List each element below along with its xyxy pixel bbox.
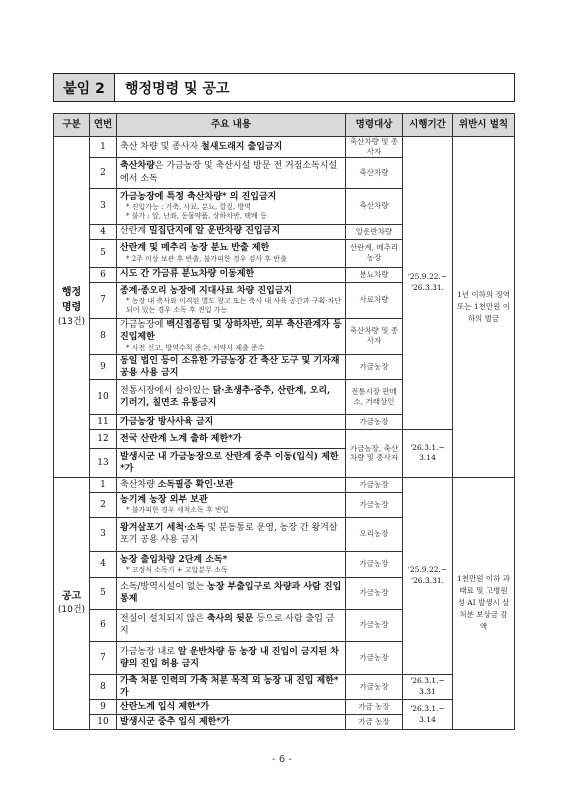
content-text <box>120 613 342 637</box>
penalty-cell: 1년 이하의 징역 또는 1천만원 이하의 벌금 <box>453 137 515 478</box>
content-text <box>120 646 342 670</box>
content-cell <box>117 577 346 609</box>
period-cell: '26.3.1.~ 3.14 <box>403 429 453 477</box>
target-cell: 가금농장 <box>346 674 403 699</box>
content-note: * 불가피한 경우 세척소독 후 반입 <box>126 506 229 515</box>
content-pre: 전실이 설치되지 않은 <box>120 614 207 625</box>
content-cell <box>117 239 346 267</box>
penalty-cell: 1천만원 이하 과태료 및 고병원성 AI 발생시 살처분 보상금 감액 <box>453 477 515 729</box>
content-cell <box>117 354 346 379</box>
target-cell: 가금농장 <box>346 354 403 379</box>
row-number: 5 <box>90 577 117 609</box>
content-bold: 축산차량 <box>120 161 155 172</box>
row-number: 2 <box>90 492 117 517</box>
row-number: 10 <box>90 715 117 730</box>
content-text <box>120 479 342 491</box>
category-count: (13건) <box>57 316 86 327</box>
content-text <box>120 416 342 428</box>
target-cell: 가금농장 <box>346 492 403 517</box>
content-bold: 산란노계 입식 제한*가 <box>120 701 210 712</box>
content-cell <box>117 700 346 715</box>
period-cell: '25.9.22.~ '26.3.31. <box>403 137 453 430</box>
content-pre: 소독/방역시설이 없는 <box>120 582 208 593</box>
content-cell <box>117 715 346 730</box>
target-cell: 가금농장 <box>346 609 403 641</box>
content-text <box>120 581 342 605</box>
content-note: * 사전 신고, 방역수칙 준수, 서약서 제출 준수 <box>126 343 265 352</box>
content-cell <box>117 188 346 224</box>
content-bold: 철새도래지 출입금지 <box>201 141 283 152</box>
category-notice <box>54 477 90 729</box>
target-cell: 가금농장 <box>346 414 403 429</box>
content-bold: 알 운반차량 등 농장 내 진입이 금지된 차량의 진입 허용 금지 <box>120 646 339 669</box>
content-pre: 축산 차량 및 종사자 <box>120 141 201 152</box>
target-cell: 축산차량 및 종사자 <box>346 318 403 354</box>
content-pre: 가금농장에 <box>120 320 167 331</box>
content-text <box>120 141 342 153</box>
content-cell <box>117 318 346 354</box>
row-number: 3 <box>90 517 117 551</box>
target-cell: 알운반차량 <box>346 224 403 239</box>
target-cell: 축산차량 <box>346 188 403 224</box>
category-count: (10건) <box>57 605 86 616</box>
row-number: 7 <box>90 282 117 318</box>
content-cell <box>117 492 346 517</box>
title-box <box>53 73 515 102</box>
target-cell: 산란계, 메추리 농장 <box>346 239 403 267</box>
target-cell: 가금 농장 <box>346 700 403 715</box>
content-post: 은 가금농장 및 축산시설 방문 전 거점소독시설에서 소독 <box>120 161 338 184</box>
header-category: 구분 <box>54 114 90 137</box>
content-cell <box>117 674 346 699</box>
content-note: * 불가 : 알, 난좌, 동물약품, 상하차반, 택배 등 <box>126 212 267 221</box>
row-number: 3 <box>90 188 117 224</box>
content-cell <box>117 157 346 188</box>
target-cell: 가금농장 <box>346 551 403 577</box>
content-bold: 동일 법인 등이 소유한 가금농장 간 축산 도구 및 기자재 공용 사용 금지 <box>120 355 340 378</box>
row-number: 6 <box>90 609 117 641</box>
content-cell <box>117 267 346 282</box>
category-label: 공고 <box>61 590 82 602</box>
target-cell: 가금농장 <box>346 577 403 609</box>
content-text <box>120 285 342 297</box>
content-pre: 축산차량 <box>120 479 158 490</box>
content-post: 등으로 사람 출입 금지 <box>120 614 335 637</box>
header-target: 명령대상 <box>346 114 403 137</box>
content-bold: 시도 간 가금류 분뇨차량 이동제한 <box>120 269 255 280</box>
content-text <box>120 355 342 379</box>
content-text <box>120 385 342 409</box>
content-text <box>120 554 342 566</box>
content-bold: 왕겨살포기 세척·소독 <box>120 523 205 534</box>
content-text <box>120 191 342 203</box>
content-cell <box>117 517 346 551</box>
row-number: 8 <box>90 318 117 354</box>
content-bold: 가금농장 방사사육 금지 <box>120 416 214 427</box>
content-text <box>120 160 342 184</box>
content-note: * 고정식 소독기 + 고압분무 소독 <box>126 565 228 574</box>
period-cell: '25.9.22.~ '26.3.31. <box>403 477 453 674</box>
content-text <box>120 433 342 445</box>
content-text <box>120 268 342 280</box>
content-cell <box>117 641 346 674</box>
row-number: 4 <box>90 224 117 239</box>
content-bold: 전국 산란계 노계 출하 제한*가 <box>120 433 242 444</box>
header-number: 연번 <box>90 114 117 137</box>
content-bold: 소독필증 확인·보관 <box>157 479 234 490</box>
target-cell: 가금농장 <box>346 641 403 674</box>
target-cell: 오리농장 <box>346 517 403 551</box>
content-bold: 발생시군 내 가금농장으로 산란계 중추 이동(입식) 제한*가 <box>120 451 339 474</box>
content-bold: 산란계 및 메추리 농장 분뇨 반출 제한 <box>120 243 270 254</box>
row-number: 13 <box>90 448 117 477</box>
target-cell: 분뇨차량 <box>346 267 403 282</box>
content-bold: 가금농장에 특정 축산차량* 의 진입금지 <box>120 191 277 202</box>
row-number: 5 <box>90 239 117 267</box>
row-number: 9 <box>90 700 117 715</box>
row-number: 1 <box>90 477 117 492</box>
content-cell <box>117 609 346 641</box>
content-text <box>120 522 342 546</box>
period-cell: '26.3.1.~ 3.31 <box>403 674 453 699</box>
content-cell <box>117 379 346 414</box>
content-bold: 축사의 뒷문 <box>206 614 254 625</box>
content-pre: 산란계 <box>120 226 149 237</box>
content-bold: 가축 처분 인력의 가축 처분 목적 외 농장 내 진입 제한*가 <box>120 675 339 698</box>
target-cell: 가금농장, 축산차량 및 종사자 <box>346 429 403 477</box>
header-period: 시행기간 <box>403 114 453 137</box>
content-text <box>120 242 342 254</box>
orders-table <box>53 113 515 730</box>
page-number: - 6 - <box>272 754 292 765</box>
content-bold: 종계·종오리 농장에 지대사료 차량 진입금지 <box>120 285 293 296</box>
row-number: 12 <box>90 429 117 448</box>
content-cell <box>117 551 346 577</box>
period-cell: '26.3.1.~ 3.14 <box>403 700 453 730</box>
target-cell: 축산차량 및 종사자 <box>346 137 403 158</box>
content-bold: 발생시군 중추 입식 제한*가 <box>120 716 230 727</box>
category-label: 행정 명령 <box>61 286 82 314</box>
content-cell <box>117 429 346 448</box>
target-cell: 전통시장 판매소, 거래상인 <box>346 379 403 414</box>
table-row <box>54 674 515 699</box>
row-number: 10 <box>90 379 117 414</box>
table-row <box>54 137 515 158</box>
target-cell: 사료차량 <box>346 282 403 318</box>
content-text <box>120 225 342 237</box>
row-number: 11 <box>90 414 117 429</box>
target-cell: 가금농장 <box>346 477 403 492</box>
table-row <box>54 429 515 448</box>
content-bold: 닭·초생추·중추, 산란계, 오리, 기러기, 칠면조 유통금지 <box>120 385 331 408</box>
content-cell <box>117 414 346 429</box>
content-text <box>120 494 342 506</box>
content-bold: 농기계 농장 외부 보관 <box>120 495 208 506</box>
content-note: * 농장 내 축사와 이격된 별도 창고 또는 축사 내 사육 공간과 구획·차단되어 있는 경우 소독 후 진입 가능 <box>126 296 341 315</box>
content-post: 및 분동통로 운영, 농장 간 왕겨살포기 공용 사용 금지 <box>120 523 338 546</box>
row-number: 2 <box>90 157 117 188</box>
title-label: 붙임 2 <box>54 74 115 101</box>
row-number: 7 <box>90 641 117 674</box>
row-number: 8 <box>90 674 117 699</box>
content-text <box>120 716 342 728</box>
content-text <box>120 675 342 699</box>
category-admin-order <box>54 137 90 478</box>
table-row <box>54 477 515 492</box>
target-cell: 가금 농장 <box>346 715 403 730</box>
content-text <box>120 701 342 713</box>
content-cell <box>117 137 346 158</box>
content-bold: 농장 부출입구로 차량과 사람 진입통제 <box>120 582 342 605</box>
content-cell <box>117 448 346 477</box>
row-number: 4 <box>90 551 117 577</box>
content-bold: 밀집단지에 알 운반차량 진입금지 <box>148 226 281 237</box>
content-text <box>120 451 342 475</box>
content-pre: 전통시장에서 살아있는 <box>120 385 213 396</box>
content-bold: 농장 출입차량 2단계 소독* <box>120 554 228 565</box>
table-row <box>54 700 515 715</box>
content-note: * 진입가능 : 가축, 사료, 분뇨, 깔짚, 방역 <box>126 202 252 211</box>
target-cell: 축산차량 <box>346 157 403 188</box>
content-text <box>120 319 342 343</box>
header-content: 주요 내용 <box>117 114 346 137</box>
content-cell <box>117 477 346 492</box>
content-bold: 백신접종팀 및 상하차반, 외부 축산관계자 등 진입제한 <box>120 320 342 343</box>
content-cell <box>117 282 346 318</box>
table-header-row <box>54 114 515 137</box>
page-title: 행정명령 및 공고 <box>125 80 230 97</box>
header-penalty: 위반시 벌칙 <box>453 114 515 137</box>
content-note: * 2주 이상 보관 후 반출, 불가피한 경우 검사 후 반출 <box>126 254 287 263</box>
content-pre: 가금농장 내로 <box>120 646 178 657</box>
content-cell <box>117 224 346 239</box>
row-number: 9 <box>90 354 117 379</box>
row-number: 1 <box>90 137 117 158</box>
row-number: 6 <box>90 267 117 282</box>
